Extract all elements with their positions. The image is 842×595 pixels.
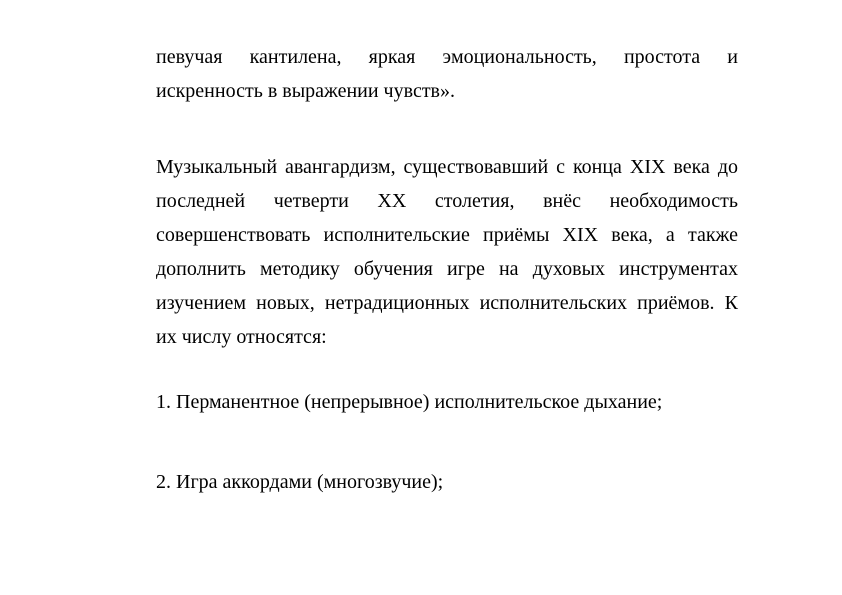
list-item-permanent-breathing: 1. Перманентное (непрерывное) исполнительское дыхание; — [156, 391, 663, 413]
paragraph-musical-avant-garde: Музыкальный авангардизм, существовавший с конца XIX века до последней четверти XX столетия, внёс необходимость совершенствовать исполнительские приёмы XIX века, а также дополнить методику обучения игре на духовых инструментах изучением новых, нетрадиционных исполнительских приёмов. К их числу относятся: — [156, 156, 738, 348]
list-item-chord-playing: 2. Игра аккордами (многозвучие); — [156, 471, 444, 493]
paragraph-quote-ending: певучая кантилена, яркая эмоциональность, простота и искренность в выражении чувств». — [156, 46, 738, 102]
